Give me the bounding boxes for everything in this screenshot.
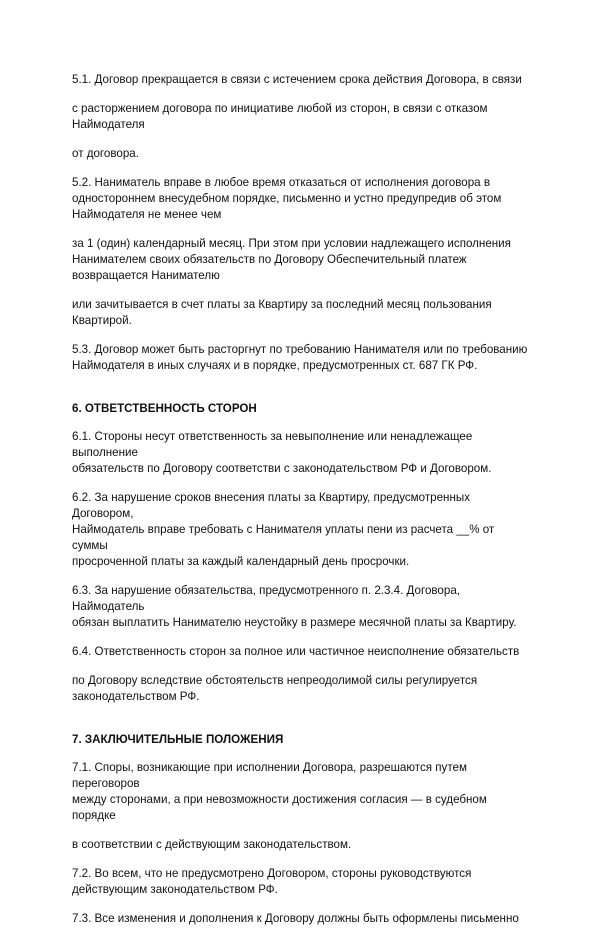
section-5 [72, 72, 532, 374]
section-6-title: 6. ОТВЕТСТВЕННОСТЬ СТОРОН [72, 402, 257, 415]
clause-5-2-continued: за 1 (один) календарный месяц. При этом при условии надлежащего исполнения Нанимателем своих обязательств по Договору Обеспечительный платеж возвращается Нанимателю [72, 237, 511, 282]
clause-5-3: 5.3. Договор может быть расторгнут по требованию Нанимателя или по требованию Наймодателя в иных случаях и в порядке, предусмотренных ст. 687 ГК РФ. [72, 343, 528, 372]
clause-7-1: 7.1. Споры, возникающие при исполнении Договора, разрешаются путем переговоров между сторонами, а при невозможности достижения согласия — в судебном порядке [72, 761, 487, 822]
section-spacer [72, 387, 532, 401]
section-spacer [72, 718, 532, 732]
clause-5-2: 5.2. Наниматель вправе в любое время отказаться от исполнения договора в одностороннем внесудебном порядке, письменно и устно предупредив об этом Наймодателя не менее чем [72, 176, 502, 221]
clause-5-2-end: или зачитывается в счет платы за Квартиру за последний месяц пользования Квартирой. [72, 298, 492, 327]
clause-6-2: 6.2. За нарушение сроков внесения платы за Квартиру, предусмотренных Договором, Наймодатель вправе требовать с Нанимателя уплаты пени из расчета __% от суммы просроченной платы за каждый календарный день просрочки. [72, 491, 495, 568]
clause-5-1-end: от договора. [72, 147, 139, 160]
clause-7-3: 7.3. Все изменения и дополнения к Договору должны быть оформлены письменно [72, 912, 519, 925]
clause-6-1: 6.1. Стороны несут ответственность за невыполнение или ненадлежащее выполнение обязательств по Договору соответстви с законодательством РФ и Договором. [72, 430, 492, 475]
clause-6-4-continued: по Договору вследствие обстоятельств непреодолимой силы регулируется законодательством РФ. [72, 674, 478, 703]
document-page [72, 72, 532, 940]
clause-5-1-continued: с расторжением договора по инициативе любой из сторон, в связи с отказом Наймодателя [72, 102, 488, 131]
section-6 [72, 401, 532, 705]
clause-6-4: 6.4. Ответственность сторон за полное или частичное неисполнение обязательств [72, 645, 520, 658]
section-7 [72, 732, 532, 927]
section-7-title: 7. ЗАКЛЮЧИТЕЛЬНЫЕ ПОЛОЖЕНИЯ [72, 733, 284, 746]
clause-6-3: 6.3. За нарушение обязательства, предусмотренного п. 2.3.4. Договора, Наймодатель обязан выплатить Нанимателю неустойку в размере месячной платы за Квартиру. [72, 584, 517, 629]
clause-5-1: 5.1. Договор прекращается в связи с истечением срока действия Договора, в связи [72, 73, 522, 86]
clause-7-1-continued: в соответствии с действующим законодательством. [72, 838, 352, 851]
clause-7-2: 7.2. Во всем, что не предусмотрено Договором, стороны руководствуются действующим законодательством РФ. [72, 867, 472, 896]
